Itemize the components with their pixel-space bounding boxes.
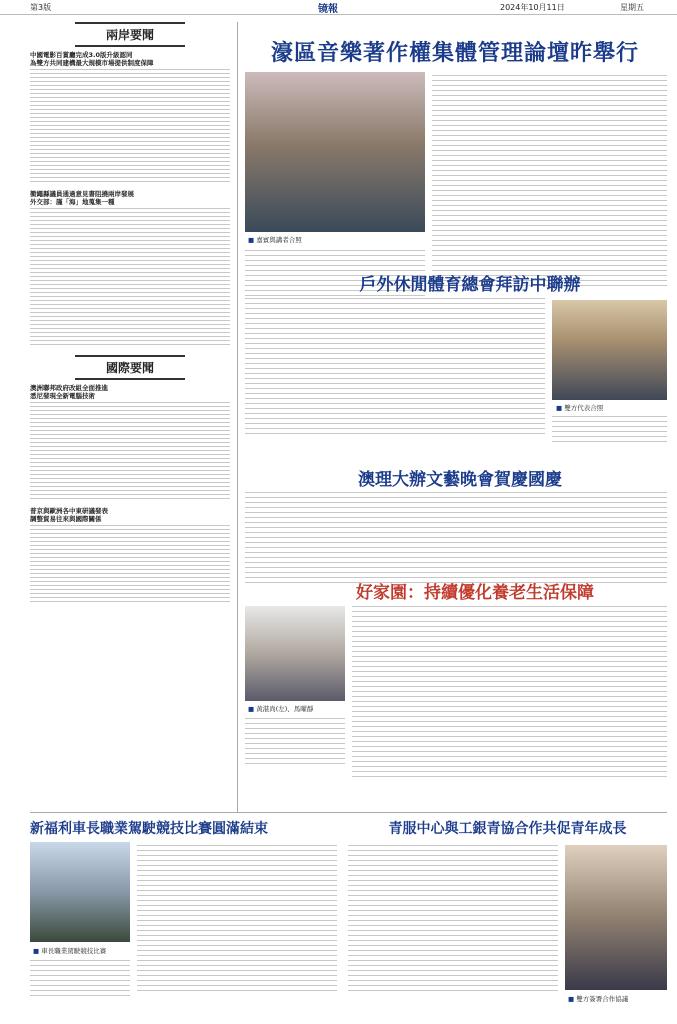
issue-date: 2024年10月11日	[500, 3, 565, 12]
article-body	[30, 208, 230, 345]
issue-weekday: 星期五	[620, 3, 644, 12]
article-body	[352, 606, 667, 781]
article-body	[30, 960, 130, 1000]
photo-caption: ■ 雙方簽署合作協議	[568, 994, 628, 1003]
page-header	[0, 0, 677, 15]
article-body	[245, 492, 667, 587]
headline-music-copyright: 濠區音樂著作權集體管理論壇昨舉行	[270, 40, 639, 66]
article-title: 衝繩縣議員通過意見書阻撓兩岸發展 外交部：謹「海」地蒐集一種	[30, 190, 134, 206]
group-photo	[552, 300, 667, 400]
article-body	[348, 845, 558, 995]
photo-caption: ■ 雙方代表合照	[556, 403, 603, 412]
headline-outdoor-leisure: 戶外休閒體育總會拜訪中聯辦	[359, 275, 581, 295]
article-body	[432, 75, 667, 290]
article-body	[30, 69, 230, 182]
article-title: 中國電影百賞廳完成3.0版升級認同 為雙方共同建構最大規模市場提供制度保障	[30, 51, 154, 67]
article-body	[552, 416, 667, 446]
photo-caption: ■ 嘉賓與講者合照	[248, 235, 302, 244]
row-divider	[30, 812, 667, 813]
article-body	[245, 298, 545, 438]
headline-arts-evening: 澳理大辦文藝晚會賀慶國慶	[358, 470, 562, 490]
newspaper-brand: 镜報	[318, 4, 338, 15]
group-photo	[245, 72, 425, 232]
headline-youth-center: 青服中心與工銀青協合作共促青年成長	[388, 821, 627, 837]
headline-driver-competition: 新福利車長職業駕駛競技比賽圓滿結束	[30, 821, 268, 837]
page-number: 第3版	[30, 3, 52, 12]
photo-caption: ■ 車長職業駕駛競技比賽	[33, 946, 106, 955]
article-body	[30, 402, 230, 499]
headline-elderly-care: 好家園：持續優化養老生活保障	[356, 583, 594, 603]
column-divider	[237, 22, 238, 812]
article-body	[30, 525, 230, 602]
photo-caption: ■ 黃湛尚(左)、馬曜靜	[248, 704, 313, 713]
article-title: 澳洲聯邦政府改組全面推進 悉尼發現全新電腦技術	[30, 384, 108, 400]
portrait-photo	[245, 606, 345, 701]
article-body	[137, 845, 337, 995]
article-title: 普京與歐洲各中東研議發表 調整貿易往來與國際關係	[30, 507, 108, 523]
event-photo	[30, 842, 130, 942]
section-title-cross-strait: 兩岸要聞	[75, 22, 185, 47]
signing-photo	[565, 845, 667, 990]
section-title-international: 國際要聞	[75, 355, 185, 380]
article-body	[245, 718, 345, 768]
